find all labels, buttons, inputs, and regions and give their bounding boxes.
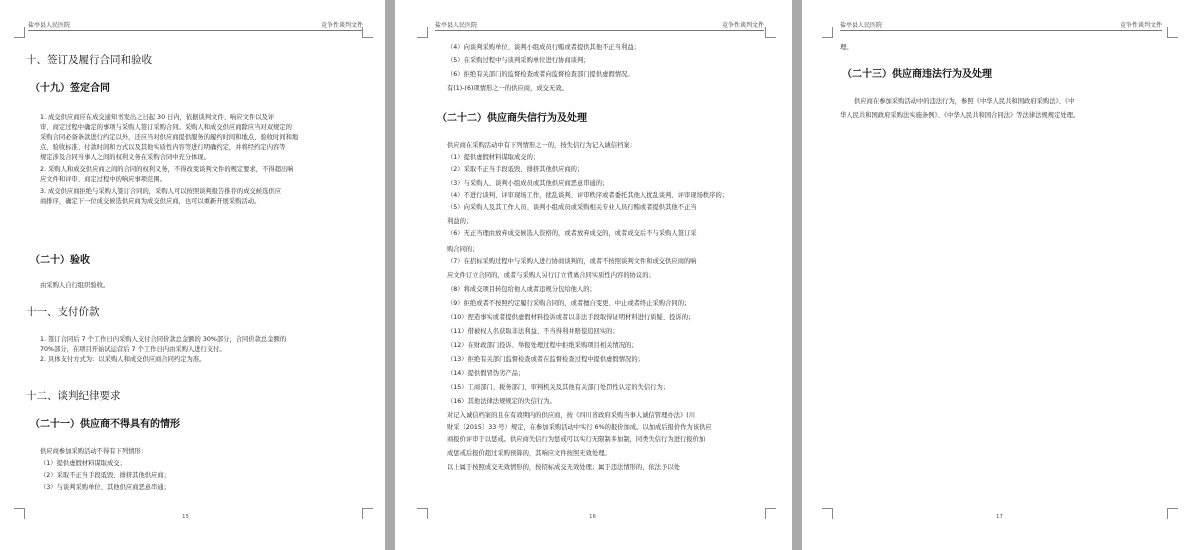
- header-rule: [435, 30, 764, 31]
- corner-mark: [822, 27, 833, 38]
- paragraph-line: （1）提供虚假材料谋取成交；: [40, 460, 126, 467]
- subsection-heading: （二十二）供应商失信行为及处理: [437, 113, 587, 124]
- header-left: 盐亭县人民医院: [28, 22, 71, 29]
- paragraph-line: 2. 具体支付方式为：以采购人和成交供应商合同约定为准。: [40, 356, 206, 363]
- subsection-heading: （二十）验收: [30, 255, 90, 266]
- paragraph-line: 审、商定过程中确定的事项与采购人签订采购合同。采购人和成交供应商除应当对双规定的: [40, 124, 292, 131]
- corner-mark: [362, 27, 373, 38]
- document-page: [395, 0, 792, 550]
- document-page: [802, 0, 1196, 550]
- paragraph-line: 对记入诚信档案的且在有效期内的供应商，按《四川省政府采购当事人诚信管理办法》(川: [447, 412, 696, 419]
- paragraph-line: （5）向采购人及其工作人员、谈判小组成员或采购相关专业人员行贿或者提供其他不正当: [447, 204, 697, 211]
- paragraph-line: （15）工商部门、税务部门、审判机关及其他有关部门处罚性认定的失信行为；: [447, 384, 670, 391]
- section-heading: 十一、支付价款: [26, 306, 100, 318]
- paragraph-line: 商报价评审于以惩戒。供应商失信行为惩戒可以实行无限制多加制，同类失信行为进行报价加: [447, 436, 706, 443]
- paragraph-line: 华人民共和国政府采购法实施条例》、《中华人民共和国合同法》等法律法规规定处理。: [840, 112, 1080, 119]
- paragraph-line: 利益的；: [447, 218, 473, 225]
- paragraph-line: （13）拒绝有关部门监督检查或者在监督检查过程中提供虚假情况的；: [447, 356, 644, 363]
- paragraph-line: 1. 成交供应商应在成交通知书发出之日起 30 日内，依据谈判文件、响应文件以及评: [40, 114, 275, 121]
- paragraph-line: 70%部分，在项目开始试运营后 7 个工作日内由采购人进行支付。: [40, 346, 226, 353]
- paragraph-line: （5）在采购过程中与谈判采购单位进行协商谈判；: [447, 57, 590, 64]
- subsection-heading: （二十三）供应商违法行为及处理: [842, 69, 992, 80]
- paragraph-line: （3）与谈判采购单位、其他供应商恶意串通；: [40, 484, 170, 491]
- paragraph-line: 点、验收标准、付款时间和方式以及其他实质性内容等进行明确约定，并将经约定内容等: [40, 144, 286, 151]
- paragraph-line: 有(1)-(6)项情形之一的供应商，成交无效。: [447, 85, 568, 92]
- paragraph-line: （14）提供假冒伪劣产品；: [447, 370, 525, 377]
- paragraph-line: 以上属于按照成交无效情形的，按招标成交无效处理；属于违法情形的，依法予以处: [447, 464, 680, 471]
- corner-mark: [14, 508, 25, 519]
- paragraph-line: 供应商在采购活动中有下列情形之一的，按失信行为记入诚信档案：: [447, 142, 636, 149]
- header-left: 盐亭县人民医院: [840, 22, 883, 29]
- header-rule: [28, 30, 363, 31]
- paragraph-line: 由采购人自行组织验收。: [40, 282, 110, 289]
- page-number: 17: [996, 514, 1003, 520]
- paragraph-line: 应文件和评审、商定过程中的响应事项范围。: [40, 176, 166, 183]
- paragraph-line: （6）无正当理由放弃成交候选人资格的，或者放弃成交的，或者成交后不与采购人签订采: [447, 230, 697, 237]
- header-left: 盐亭县人民医院: [435, 22, 478, 29]
- paragraph-line: 购合同的；: [447, 246, 479, 253]
- subsection-heading: （二十一）供应商不得具有的情形: [30, 419, 180, 430]
- paragraph-line: 采购合同必备条款进行约定以外，还应当对供应商提供服务的履约时间和地点、验收时间和地: [40, 134, 299, 141]
- paragraph-line: 供应商在参加采购活动中的违法行为，参照《中华人民共和国政府采购法》、《中: [854, 98, 1075, 105]
- page-number: 16: [589, 514, 596, 520]
- document-page: [0, 0, 385, 550]
- page-number: 15: [182, 514, 189, 520]
- corner-mark: [822, 508, 833, 519]
- corner-mark: [14, 27, 25, 38]
- paragraph-line: （12）在财政部门投诉、举报处理过程中拒绝采购项目相关情况的；: [447, 342, 638, 349]
- paragraph-line: （2）采取不正当手段诋毁、排挤其他供应商的；: [447, 166, 584, 173]
- page-gap: [385, 0, 395, 550]
- paragraph-line: 商排序，确定下一位成交候选供应商为成交供应商，也可以重新开展采购活动。: [40, 198, 261, 205]
- paragraph-line: （11）借被权人名获取非法利益、不当得利并赔偿追回实的；: [447, 328, 619, 335]
- corner-mark: [417, 508, 428, 519]
- paragraph-line: 供应商参加采购活动不得有下列情形：: [40, 448, 148, 455]
- corner-mark: [765, 27, 776, 38]
- corner-mark: [417, 27, 428, 38]
- paragraph-line: 理。: [840, 44, 853, 51]
- page-gap: [792, 0, 802, 550]
- header-right: 竞争性谈判文件: [1119, 22, 1162, 29]
- paragraph-line: （16）其他法律法规规定的失信行为。: [447, 398, 556, 405]
- paragraph-line: （2）采取不正当手段诋毁、排挤其他供应商；: [40, 472, 170, 479]
- section-heading: 十二、谈判纪律要求: [26, 390, 121, 402]
- subsection-heading: （十九）签定合同: [30, 83, 110, 94]
- paragraph-line: 成惩戒后报价超过采购预算的，其响应文件按照无效处理。: [447, 450, 611, 457]
- paragraph-line: （3）与采购人、谈判小组成员或其他供应商恶意串通的；: [447, 180, 609, 187]
- paragraph-line: （9）拒绝或者不按照约定履行采购合同的，或者擅自变更、中止或者终止采购合同的；: [447, 300, 691, 307]
- paragraph-line: 规定涉及合同当事人之间的权利义务在采购合同中充分体现。: [40, 154, 211, 161]
- paragraph-line: （8）将成交项目转包给他人或者违规分包给他人的；: [447, 286, 596, 293]
- paragraph-line: （10）捏造事实或者提供虚假材料投诉或者以非法手段取得证明材料进行质疑、投诉的；: [447, 314, 695, 321]
- corner-mark: [765, 508, 776, 519]
- corner-mark: [1167, 508, 1178, 519]
- corner-mark: [362, 508, 373, 519]
- section-heading: 十、签订及履行合同和验收: [26, 54, 152, 66]
- paragraph-line: 财采〔2015〕33 号）规定，在参加采购活动中实行 6%的报价加成。以加成后报价作为该供应: [447, 424, 712, 431]
- header-right: 竞争性谈判文件: [721, 22, 764, 29]
- paragraph-line: （7）在招标采购过程中与采购人进行协商谈判的，或者不按照谈判文件和成交供应商的响: [447, 258, 697, 265]
- header-rule: [840, 30, 1162, 31]
- paragraph-line: （4）不进行谈判、评审现场工作，扰乱谈判、评审秩序或者委托其他人扰乱谈判、评审现场秩序的；: [447, 192, 729, 199]
- paragraph-line: 应文件订立合同的，或者与采购人另行订立背离合同实质性内容的协议的；: [447, 272, 655, 279]
- paragraph-line: （4）向谈判采购单位、谈判小组成员行贿或者提供其他不正当利益；: [447, 44, 640, 51]
- paragraph-line: 2. 采购人和成交供应商之间的合同的权利义务，不得改变谈判文件的规定要求，不得超出响: [40, 166, 294, 173]
- corner-mark: [1167, 27, 1178, 38]
- header-right: 竞争性谈判文件: [320, 22, 363, 29]
- paragraph-line: 1. 签订合同后 7 个工作日内采购人支付合同价款总金额的 30%部分，合同价款总金额的: [40, 336, 287, 343]
- paragraph-line: （6）拒绝有关部门的监督检查或者向监督检查部门提供虚假情况。: [447, 71, 634, 78]
- paragraph-line: 3. 成交供应商拒绝与采购人签订合同的，采购人可以按照谈判报告推荐的成交候选供应: [40, 188, 281, 195]
- paragraph-line: （1）提供虚假材料谋取成交的；: [447, 154, 540, 161]
